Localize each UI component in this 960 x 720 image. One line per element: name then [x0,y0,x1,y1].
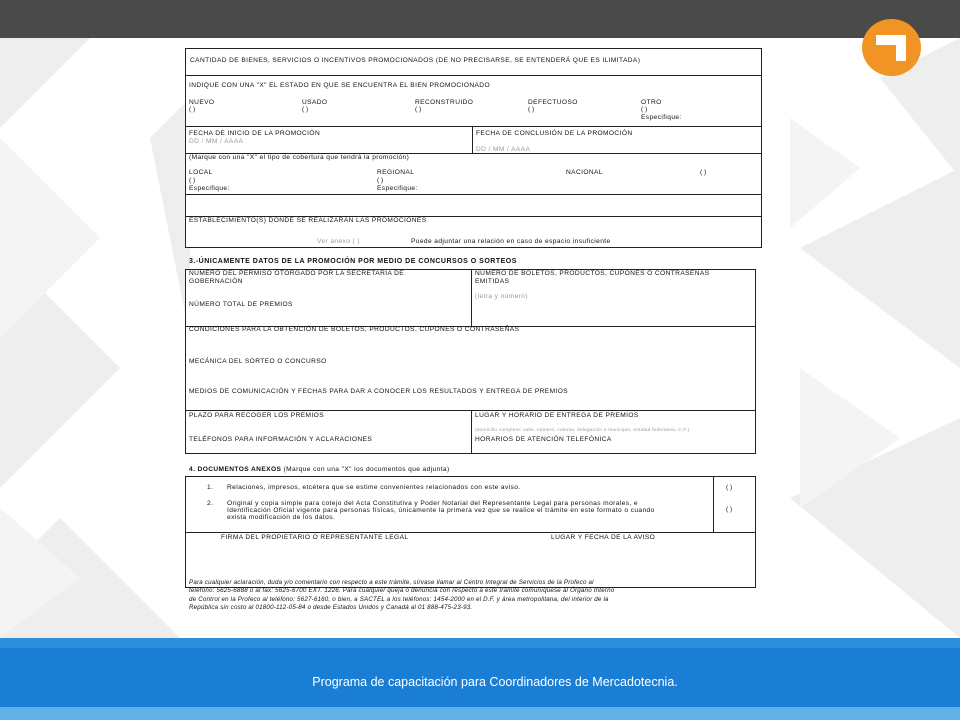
premios-label: NÚMERO TOTAL DE PREMIOS [189,301,293,308]
horarios-label: HORARIOS DE ATENCIÓN TELEFÓNICA [475,436,612,443]
top-bar [0,0,960,38]
checkbox-nacional[interactable]: ( ) [700,169,707,176]
checkbox-local[interactable]: ( ) [189,177,196,184]
boletos-label-1: NÚMERO DE BOLETOS, PRODUCTOS, CUPONES O CONTRASEÑAS [475,270,710,277]
boletos-label-2: EMITIDAS [475,278,510,285]
cobertura-label: (Marque con una "X" el tipo de cobertura que tendrá la promoción) [189,154,410,161]
lugar-label: LUGAR Y HORARIO DE ENTREGA DE PREMIOS [475,412,639,419]
permiso-label-1: NÚMERO DEL PERMISO OTORGADO POR LA SECRETARÍA DE [189,270,405,277]
logo-mark-icon [862,19,921,76]
condiciones-label: CONDICIONES PARA LA OBTENCIÓN DE BOLETOS, PRODUCTOS, CUPONES O CONTRASEÑAS [189,326,520,333]
section4-title-note: (Marque con una "X" los documentos que adjunta) [283,466,450,473]
footnote-line-4: República sin costo al 01800-112-05-84 o desde Estados Unidos y Canadá al 01 888-475-23-93. [189,604,473,612]
footnote-line-1: Para cualquier aclaración, duda y/o comentario con respecto a este trámite, sírvase llamar al Centro Integral de Servicios de la Profeco al [189,579,594,586]
anexo-2-line2: Identificación Oficial vigente para personas físicas, únicamente la primera vez que se realice el trámite en este formato o cuando [227,507,655,514]
telefonos-label: TELÉFONOS PARA INFORMACIÓN Y ACLARACIONES [189,436,373,443]
checkbox-regional[interactable]: ( ) [377,177,384,184]
footer-band-bottom [0,707,960,720]
adjuntar-note: Puede adjuntar una relación en caso de espacio insuficiente [411,238,611,245]
anexo-2-num: 2. [207,500,214,507]
lugar-fecha-label: LUGAR Y FECHA DE LA AVISO [551,534,656,541]
estado-otro: OTRO [641,99,662,106]
anexo-2-line3: exista modificación de los datos. [227,514,336,521]
footnote [189,579,749,613]
footnote-line-2: teléfono: 5625-6888 o al fax: 5625-6700 EXT. 1226. Para cualquier queja o denuncia con respecto a este trámite comuníquese al Órgano Interno [189,587,615,595]
brand-logo [862,19,921,76]
cobertura-local: LOCAL [189,169,213,176]
indique-label: INDIQUE CON UNA "X" EL ESTADO EN QUE SE ENCUENTRA EL BIEN PROMOCIONADO [189,82,490,89]
footer-band-top [0,638,960,648]
firma-label: FIRMA DEL PROPIETARIO O REPRESENTANTE LEGAL [221,534,409,541]
checkbox-defectuoso[interactable]: ( ) [528,106,535,113]
cobertura-nacional: NACIONAL [566,169,603,176]
anexo-1-num: 1. [207,484,214,491]
checkbox-otro[interactable]: ( ) [641,106,648,113]
section4-title [189,466,450,474]
mecanica-label: MECÁNICA DEL SORTEO O CONCURSO [189,358,327,365]
local-especifique: Especifique: [189,185,230,192]
footnote-line-3: de Control en la Profeco al teléfono: 5627-6160, o bien, a SACTEL a los teléfonos: 1454-2000 en el D.F. y área metropolitana, del interior de la [189,595,609,603]
medios-label: MEDIOS DE COMUNICACIÓN Y FECHAS PARA DAR A CONOCER LOS RESULTADOS Y ENTREGA DE PREMIOS [189,388,569,395]
section4-title-main: 4. DOCUMENTOS ANEXOS [189,466,282,473]
footer-caption: Programa de capacitación para Coordinadores de Mercadotecnia. [312,675,678,689]
anexo-2-line1: Original y copia simple para cotejo del Acta Constitutiva y Poder Notarial del Representante Legal para personas morales, e [227,500,638,507]
otro-especifique: Especifique: [641,114,682,121]
ver-anexo[interactable]: Ver anexo ( ) [317,238,360,245]
section3-title: 3.-ÚNICAMENTE DATOS DE LA PROMOCIÓN POR MEDIO DE CONCURSOS O SORTEOS [189,258,517,265]
plazo-label: PLAZO PARA RECOGER LOS PREMIOS [189,412,324,419]
regional-especifique: Especifique: [377,185,418,192]
estado-reconstruido: RECONSTRUIDO [415,99,474,106]
boletos-hint: (letra y número) [475,293,528,300]
anexo-1-text: Relaciones, impresos, etcétera que se estime convenientes relacionados con este aviso. [227,484,521,491]
estado-nuevo: NUEVO [189,99,215,106]
lugar-hint: (domicilio completo: calle, número, colonia, delegación o municipio, entidad federativa, C.P.) [475,428,690,433]
establecimientos-label: ESTABLECIMIENTO(S) DONDE SE REALIZARÁN LAS PROMOCIONES [189,217,427,224]
fecha-inicio-value[interactable]: DD / MM / AAAA [189,138,244,145]
permiso-label-2: GOBERNACIÓN [189,278,243,285]
checkbox-anexo-1[interactable]: ( ) [726,484,733,491]
fecha-inicio-label: FECHA DE INICIO DE LA PROMOCIÓN [189,130,321,137]
checkbox-anexo-2[interactable]: ( ) [726,506,733,513]
checkbox-usado[interactable]: ( ) [302,106,309,113]
cobertura-regional: REGIONAL [377,169,415,176]
checkbox-nuevo[interactable]: ( ) [189,106,196,113]
estado-usado: USADO [302,99,328,106]
checkbox-reconstruido[interactable]: ( ) [415,106,422,113]
cantidad-label: CANTIDAD DE BIENES, SERVICIOS O INCENTIVOS PROMOCIONADOS (DE NO PRECISARSE, SE ENTENDERÁ QUE ES ILIMITADA) [190,57,641,64]
fecha-conclusion-label: FECHA DE CONCLUSIÓN DE LA PROMOCIÓN [476,130,633,137]
fecha-conclusion-value[interactable]: DD / MM / AAAA [476,146,531,153]
estado-defectuoso: DEFECTUOSO [528,99,578,106]
